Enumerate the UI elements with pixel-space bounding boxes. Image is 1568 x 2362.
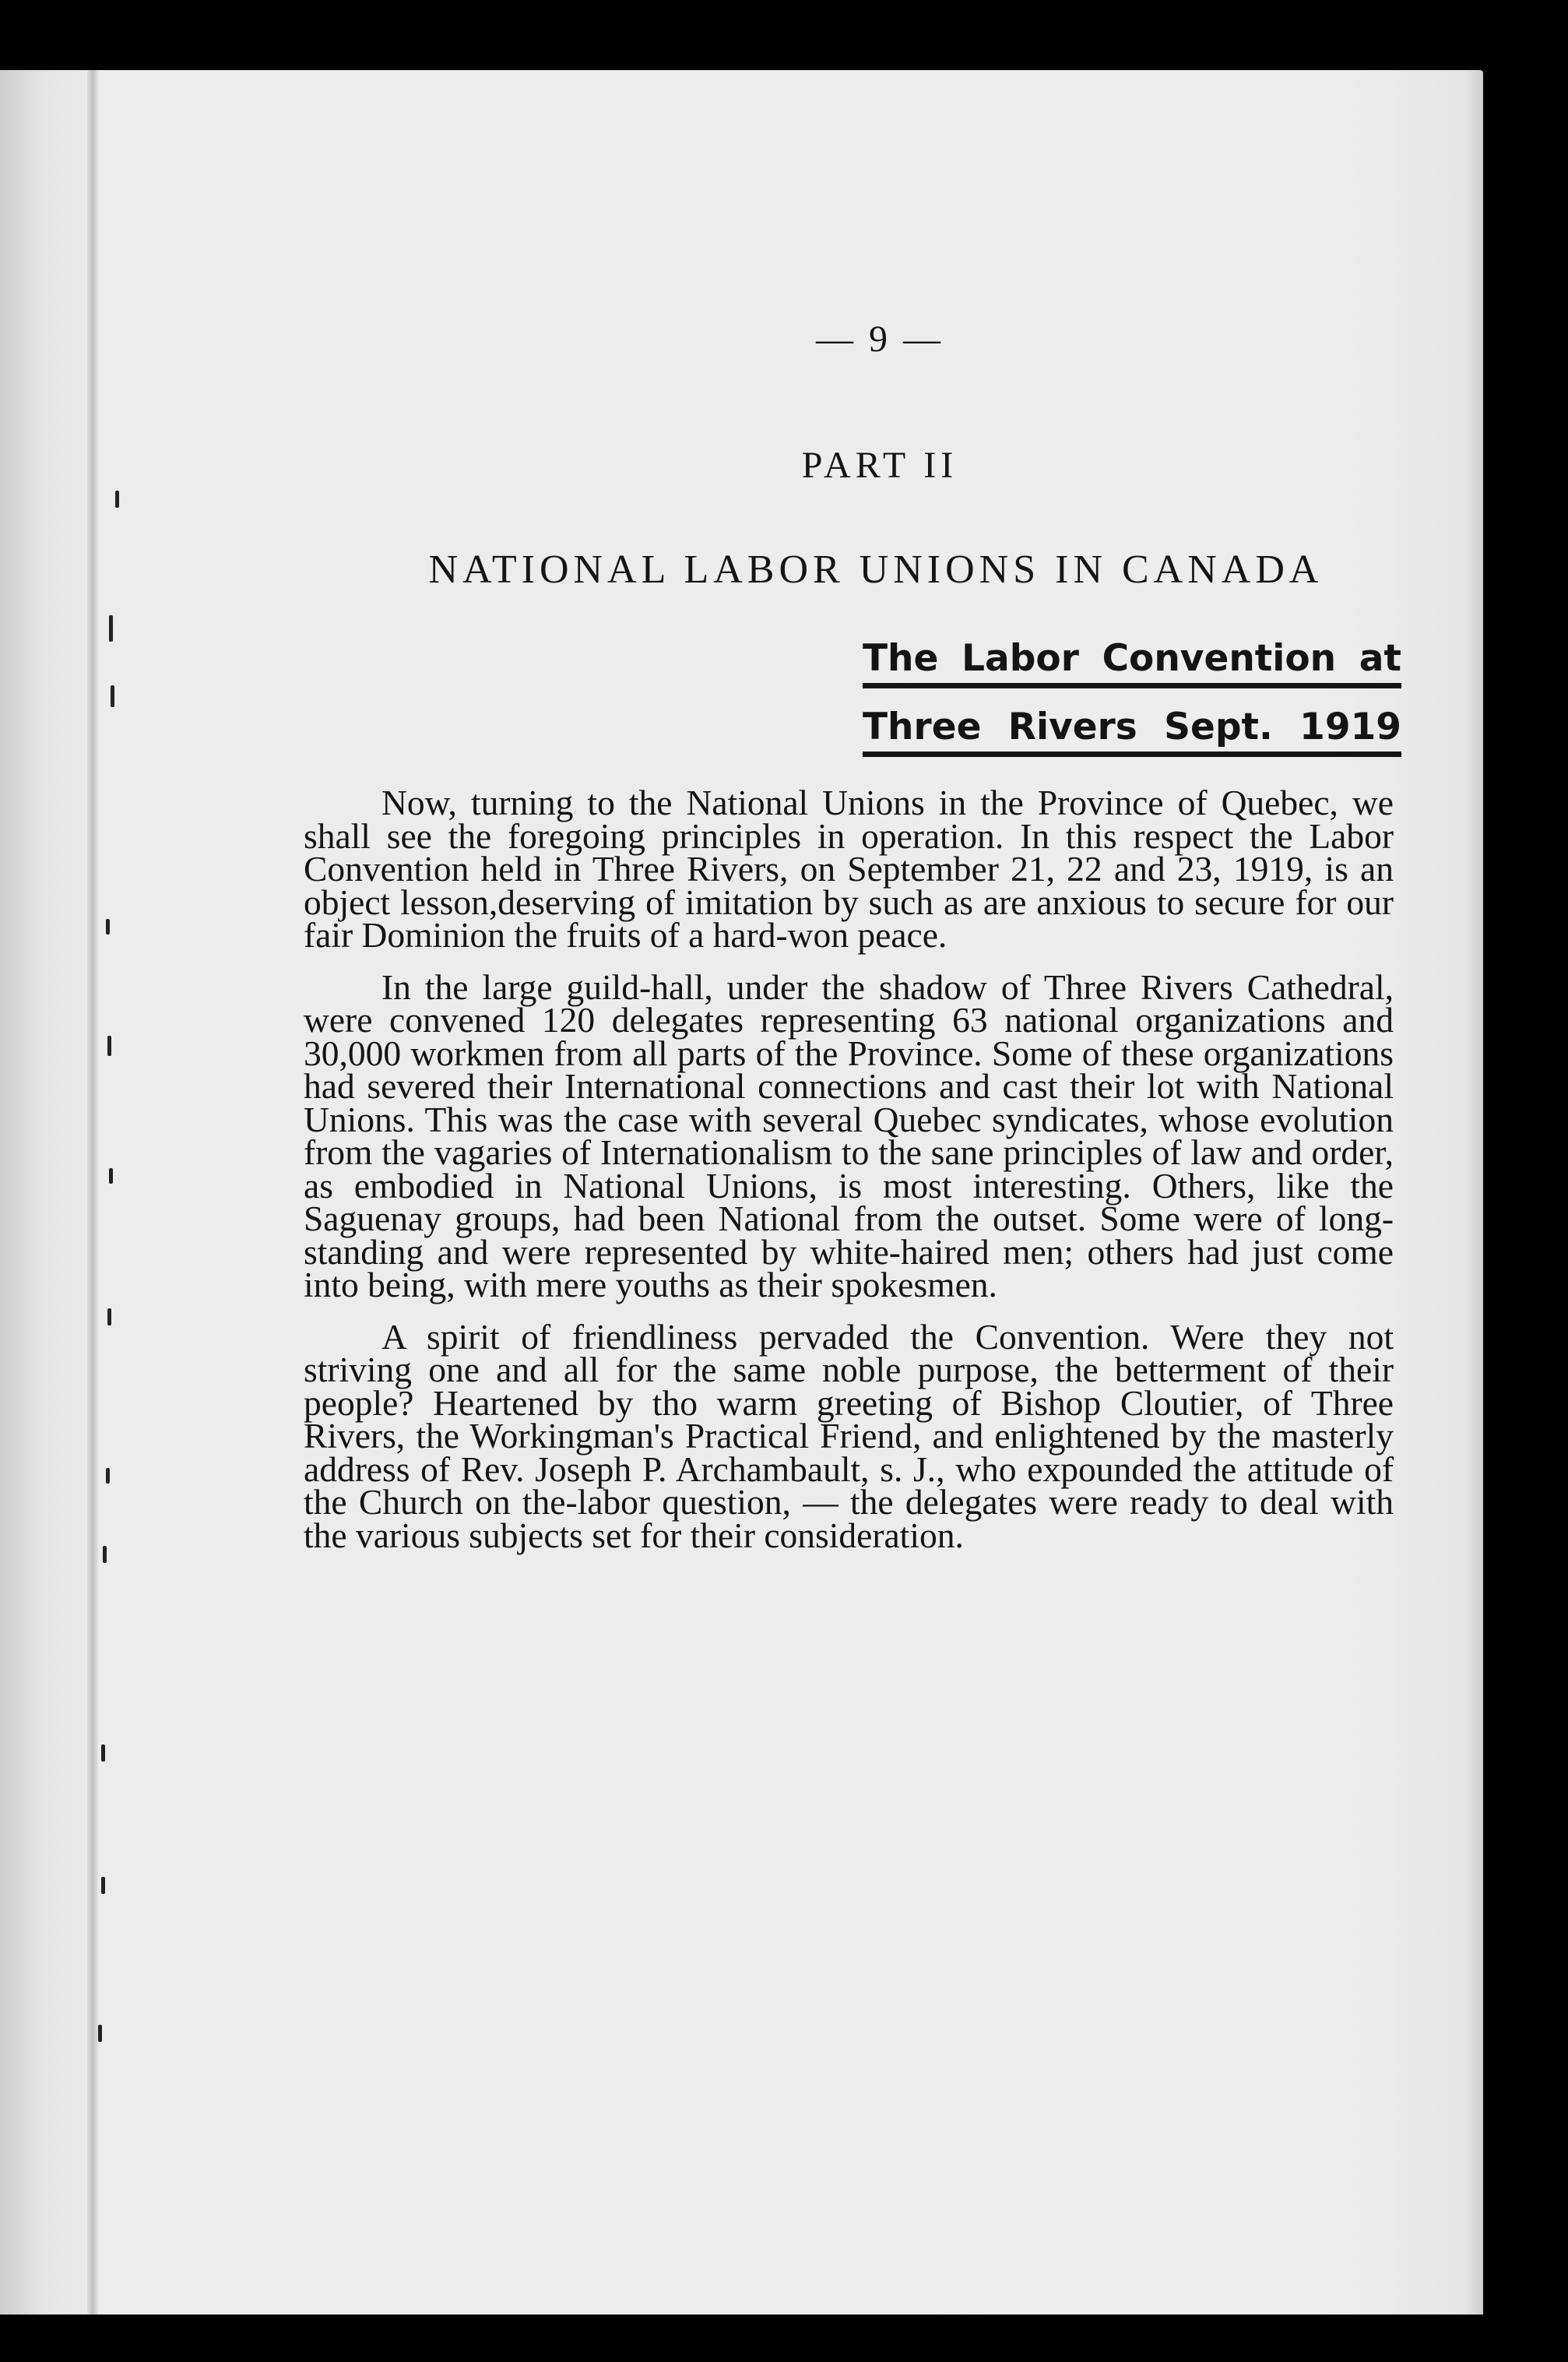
- section-title-line-1: The Labor Convention at: [863, 637, 1401, 688]
- binding-fold: [87, 70, 98, 2314]
- margin-mark: [101, 1877, 105, 1894]
- paragraph: Now, turning to the National Unions in the Province of Quebec, we shall see the foregoing principles in operation. In this respect the Labor Convention held in Three Rivers, on September 21, 22 and 23, 1919, is an object lesson,deserving of imitation by such as are anxious to secure for our fair Dominion the fruits of a hard-won peace.: [304, 783, 1394, 955]
- margin-mark: [101, 1744, 105, 1762]
- body-text: [304, 783, 1394, 1571]
- section-title-line-2: Three Rivers Sept. 1919: [863, 706, 1401, 757]
- margin-mark: [106, 919, 110, 935]
- chapter-title: NATIONAL LABOR UNIONS IN CANADA: [428, 547, 1324, 592]
- margin-mark: [109, 1168, 113, 1184]
- page-number: — 9 —: [816, 319, 944, 360]
- margin-mark: [111, 685, 114, 707]
- paragraph: A spirit of friendliness pervaded the Convention. Were they not striving one and all for the same noble purpose, the betterment of their people? Heartened by tho warm greeting of Bishop Cloutier, of Three Rivers, the Workingman's Practical Friend, and enlightened by the masterly address of Rev. Joseph P. Archambault, s. J., who expounded the attitude of the Church on the-labor question, — the delegates were ready to deal with the various subjects set for their consideration.: [304, 1316, 1394, 1555]
- paragraph: In the large guild-hall, under the shadow of Three Rivers Cathedral, were convened 120 delegates representing 63 national organizations and 30,000 workmen from all parts of the Province. Some of these organizations had severed their International connections and cast their lot with National Unions. This was the case with several Quebec syndicates, whose evolution from the vagaries of Internationalism to the sane principles of law and order, as embodied in National Unions, is most interesting. Others, like the Saguenay groups, had been National from the outset. Some were of long-standing and were represented by white-haired men; others had just come into being, with mere youths as their spokesmen.: [304, 966, 1394, 1304]
- margin-mark: [107, 1308, 111, 1325]
- margin-mark: [98, 2025, 102, 2042]
- margin-mark: [103, 1546, 107, 1563]
- margin-mark: [107, 1036, 111, 1056]
- part-heading: PART II: [801, 445, 958, 486]
- margin-mark: [109, 615, 113, 642]
- margin-mark: [115, 491, 119, 508]
- margin-mark: [106, 1468, 110, 1484]
